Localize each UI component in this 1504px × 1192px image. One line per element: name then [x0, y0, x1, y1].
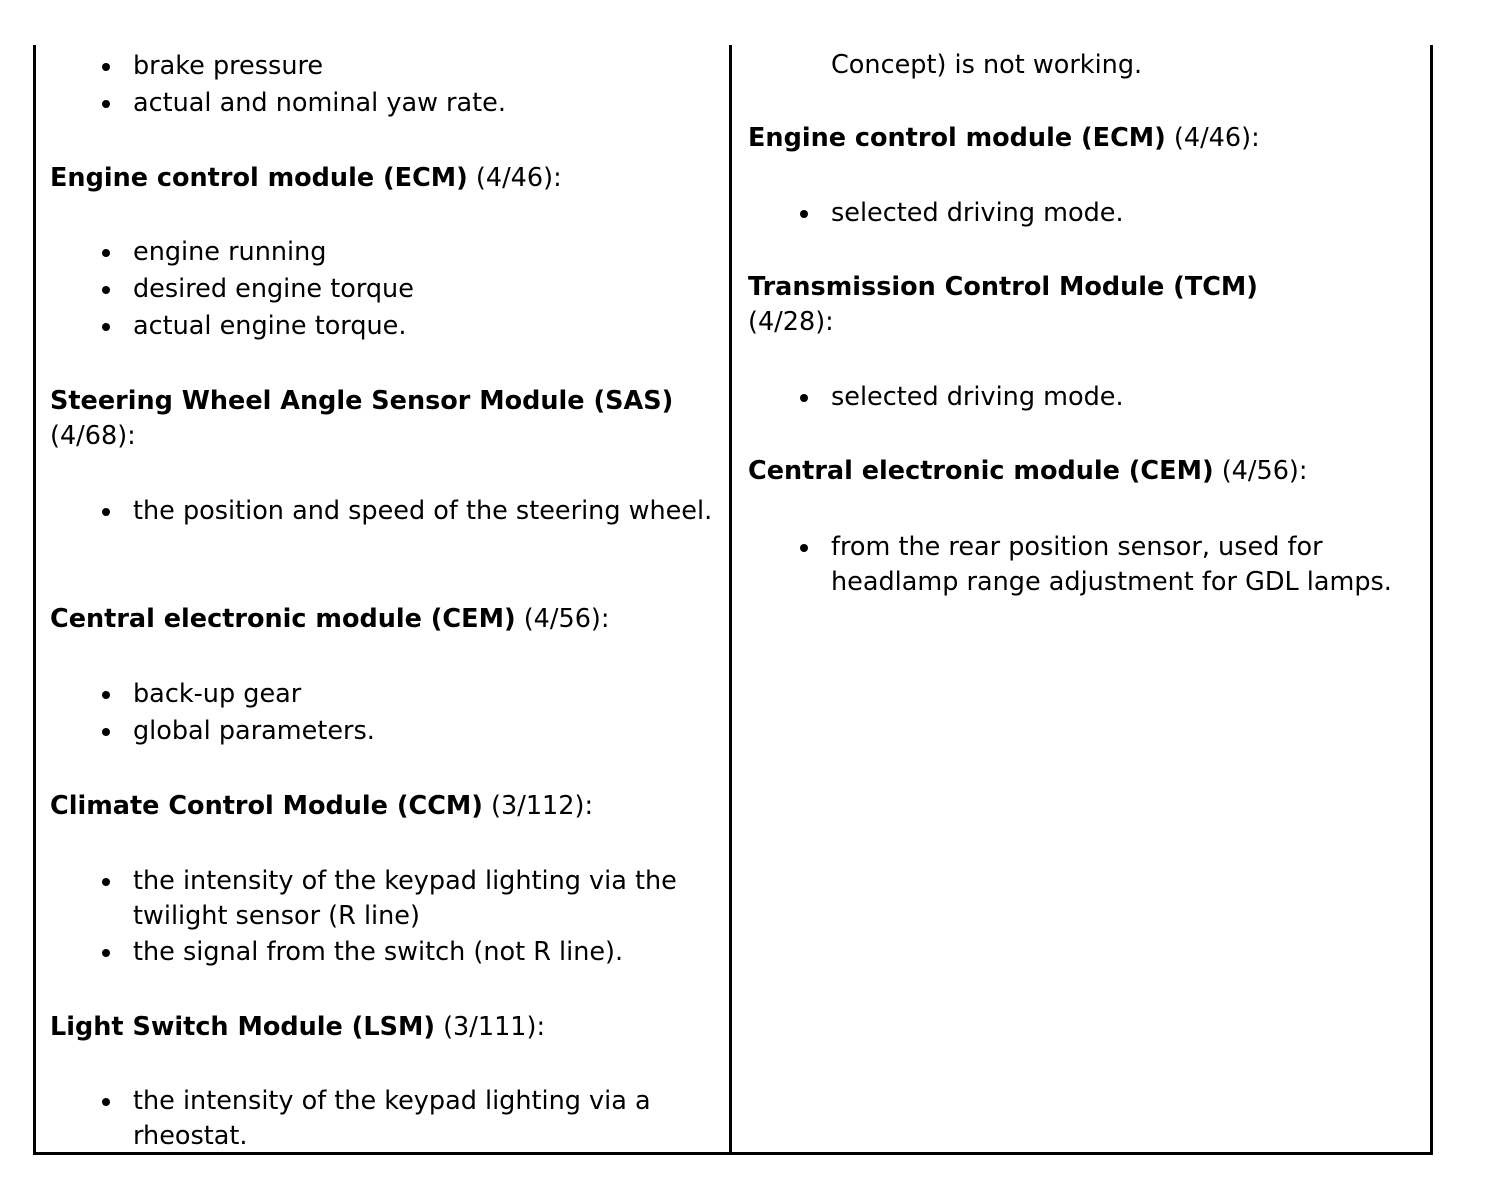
- section-title: Engine control module (ECM): [50, 163, 468, 193]
- list-item: the position and speed of the steering wheel.: [133, 494, 713, 529]
- section-title: Steering Wheel Angle Sensor Module (SAS): [50, 386, 674, 416]
- section-ref: (4/68):: [50, 421, 136, 451]
- section-ref: (4/46):: [1165, 123, 1260, 153]
- section-ref: (4/56):: [1213, 456, 1308, 486]
- list-item: actual engine torque.: [133, 309, 713, 344]
- section-heading-ccm: [50, 789, 710, 824]
- section-title: Central electronic module (CEM): [748, 456, 1214, 486]
- section-heading-cem: [748, 454, 1408, 489]
- section-heading-ecm: [748, 121, 1408, 156]
- list-item: the intensity of the keypad lighting via the twilight sensor (R line): [133, 864, 713, 934]
- section-title: Transmission Control Module (TCM): [748, 272, 1258, 302]
- section-ref: (3/112):: [482, 791, 594, 821]
- section-heading-cem: [50, 602, 710, 637]
- section-title: Engine control module (ECM): [748, 123, 1166, 153]
- list-item: from the rear position sensor, used for headlamp range adjustment for GDL lamps.: [831, 530, 1411, 600]
- list-item: selected driving mode.: [831, 380, 1411, 415]
- section-title: Climate Control Module (CCM): [50, 791, 483, 821]
- list-item: back-up gear: [133, 677, 713, 712]
- list-item: the intensity of the keypad lighting via a rheostat.: [133, 1084, 713, 1154]
- section-heading-lsm: [50, 1010, 710, 1045]
- list-item: the signal from the switch (not R line).: [133, 935, 713, 970]
- section-ref: (4/56):: [515, 604, 610, 634]
- list-item: desired engine torque: [133, 272, 713, 307]
- section-ref: (4/46):: [467, 163, 562, 193]
- list-item: selected driving mode.: [831, 196, 1411, 231]
- section-ref: (4/28):: [748, 307, 834, 337]
- section-heading-sas: [50, 384, 710, 454]
- column-divider: [729, 45, 732, 1155]
- section-title: Light Switch Module (LSM): [50, 1012, 435, 1042]
- continued-text: Concept) is not working.: [831, 50, 1143, 80]
- section-ref: (3/111):: [434, 1012, 546, 1042]
- section-title: Central electronic module (CEM): [50, 604, 516, 634]
- list-item: actual and nominal yaw rate.: [133, 86, 713, 121]
- list-item: brake pressure: [133, 49, 713, 84]
- section-heading-tcm: [748, 270, 1408, 340]
- list-item: engine running: [133, 235, 713, 270]
- list-item: global parameters.: [133, 714, 713, 749]
- section-heading-ecm: [50, 161, 710, 196]
